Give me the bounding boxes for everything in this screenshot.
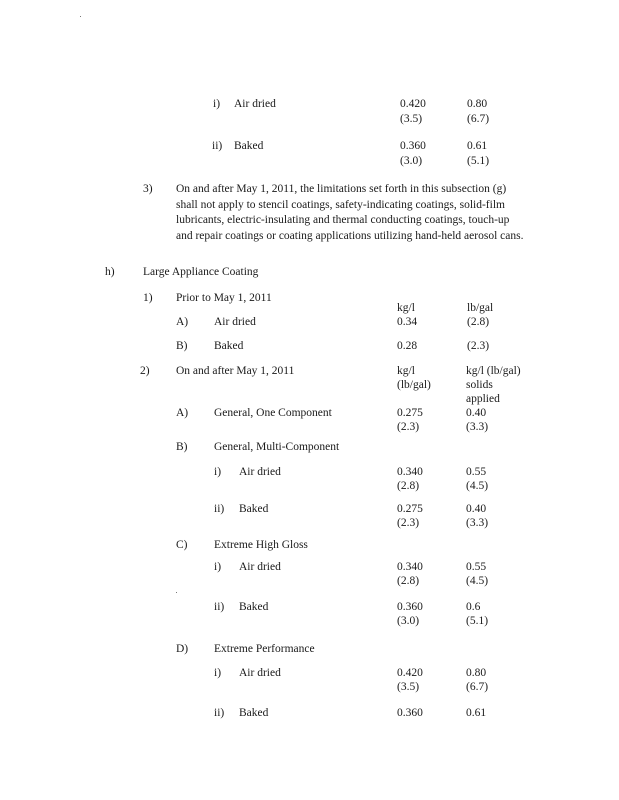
row-name: Baked [239, 503, 269, 515]
value-solids-lbgal: (5.1) [466, 615, 489, 627]
value-lbgal: (2.3) [397, 421, 420, 433]
value-lbgal: (2.8) [397, 575, 420, 587]
value-kgl: 0.420 [397, 667, 423, 679]
value-lbgal: (3.5) [397, 681, 420, 693]
column-header-solids-unit: kg/l (lb/gal) [466, 365, 521, 377]
item-label: ii) [212, 140, 223, 152]
item-name: Baked [234, 140, 264, 152]
row-c-name: Extreme High Gloss [214, 539, 308, 551]
row-d-label: D) [176, 643, 189, 655]
value-kgl: 0.420 [400, 98, 426, 110]
value-kgl: 0.34 [397, 316, 418, 328]
row-label: i) [214, 466, 222, 478]
value-solids-lbgal: (6.7) [466, 681, 489, 693]
row-d-name: Extreme Performance [214, 643, 315, 655]
value-kgl: 0.275 [397, 503, 423, 515]
value-kgl: 0.340 [397, 466, 423, 478]
row-name: General, One Component [214, 407, 332, 419]
row-c-label: C) [176, 539, 188, 551]
column-header-lbgal: lb/gal [467, 302, 494, 314]
section-h-title: Large Appliance Coating [143, 266, 259, 278]
value-solids-kgl: 0.6 [466, 601, 481, 613]
row-name: Air dried [239, 466, 281, 478]
value-solids-kgl: 0.80 [467, 98, 488, 110]
value-lbgal: (2.3) [397, 517, 420, 529]
item-3-number: 3) [143, 183, 153, 195]
column-header-applied: applied [466, 393, 500, 405]
value-solids-lbgal: (4.5) [466, 480, 489, 492]
value-kgl: 0.360 [400, 140, 426, 152]
row-label: ii) [214, 707, 225, 719]
item-3-paragraph: On and after May 1, 2011, the limitations set forth in this subsection (g) shall not apply to stencil coatings, safety-indicating coatings, solid-film lubricants, electric-insulating and thermal conducting coatings, touch-up and repair coatings or coating applications utilizing hand-held aerosol cans. [176, 183, 524, 242]
row-label: ii) [214, 601, 225, 613]
value-kgl: 0.275 [397, 407, 423, 419]
value-solids-kgl: 0.55 [466, 466, 487, 478]
subsection-2-number: 2) [140, 365, 150, 377]
value-solids-lbgal: (3.3) [466, 517, 489, 529]
subsection-1-number: 1) [143, 292, 153, 304]
value-solids-kgl: 0.40 [466, 407, 487, 419]
value-kgl: 0.360 [397, 601, 423, 613]
item-name: Air dried [234, 98, 276, 110]
row-name: Air dried [239, 667, 281, 679]
row-b-name: General, Multi-Component [214, 441, 340, 453]
value-lbgal: (3.0) [400, 155, 423, 167]
value-solids-lbgal: (5.1) [467, 155, 490, 167]
value-lbgal: (3.5) [400, 113, 423, 125]
subsection-1-title: Prior to May 1, 2011 [176, 292, 272, 304]
value-kgl: 0.340 [397, 561, 423, 573]
value-kgl: 0.28 [397, 340, 418, 352]
row-label: A) [176, 316, 189, 328]
column-header-kgl: kg/l [397, 365, 415, 377]
section-h-label: h) [105, 266, 115, 278]
value-lbgal: (2.3) [467, 340, 490, 352]
value-solids-kgl: 0.40 [466, 503, 487, 515]
row-label: i) [214, 561, 222, 573]
column-header-kgl: kg/l [397, 302, 415, 314]
value-solids-lbgal: (3.3) [466, 421, 489, 433]
row-name: Baked [239, 601, 269, 613]
value-lbgal: (2.8) [397, 480, 420, 492]
value-lbgal: (3.0) [397, 615, 420, 627]
value-solids-kgl: 0.80 [466, 667, 487, 679]
row-label: B) [176, 340, 188, 352]
value-solids-lbgal: (4.5) [466, 575, 489, 587]
value-solids-kgl: 0.61 [466, 707, 487, 719]
item-label: i) [213, 98, 221, 110]
value-solids-kgl: 0.55 [466, 561, 487, 573]
row-name: Baked [239, 707, 269, 719]
scan-speck [176, 592, 177, 593]
row-name: Baked [214, 340, 244, 352]
row-name: Air dried [239, 561, 281, 573]
value-kgl: 0.360 [397, 707, 423, 719]
value-lbgal: (2.8) [467, 316, 490, 328]
value-solids-lbgal: (6.7) [467, 113, 490, 125]
column-header-lbgal: (lb/gal) [397, 379, 431, 391]
row-b-label: B) [176, 441, 188, 453]
row-label: i) [214, 667, 222, 679]
row-name: Air dried [214, 316, 256, 328]
scan-speck [80, 16, 81, 17]
row-label: ii) [214, 503, 225, 515]
column-header-solids: solids [466, 379, 493, 391]
value-solids-kgl: 0.61 [467, 140, 488, 152]
subsection-2-title: On and after May 1, 2011 [176, 365, 295, 377]
row-label: A) [176, 407, 189, 419]
